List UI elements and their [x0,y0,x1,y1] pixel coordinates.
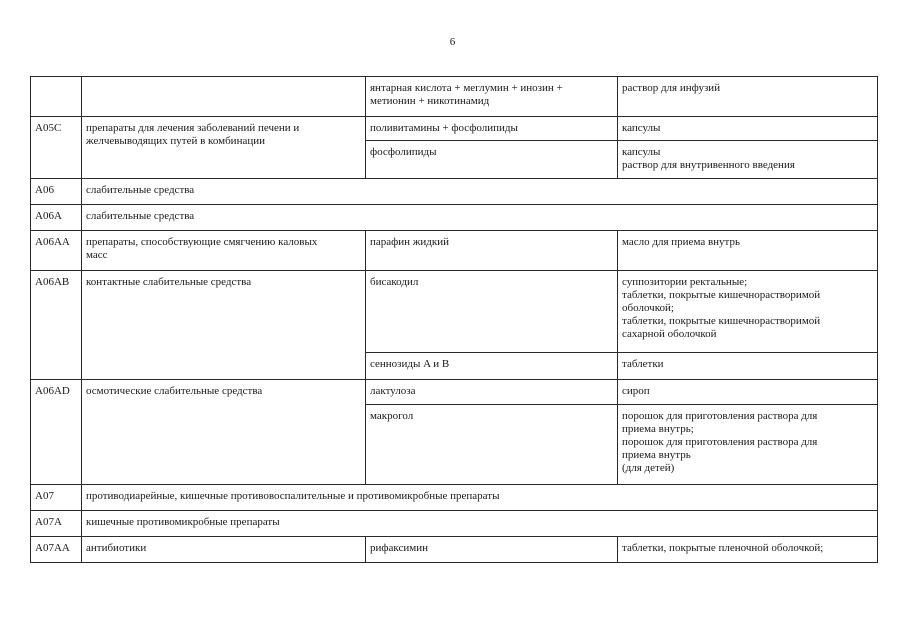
group-name-cell: контактные слабительные средства [82,271,366,380]
page-number: 6 [449,36,456,48]
group-name-cell: препараты, способствующие смягчению каловых масс [82,231,366,271]
atc-code-cell [31,77,82,117]
atc-code-cell: A07AA [31,537,82,563]
group-name-cell: кишечные противомикробные препараты [82,511,878,537]
dosage-form-cell: порошок для приготовления раствора для приема внутрь; порошок для приготовления раствора для приема внутрь (для детей) [618,405,878,485]
drug-name-cell: янтарная кислота + меглумин + инозин + метионин + никотинамид [366,77,618,117]
atc-code-cell: A06AA [31,231,82,271]
table-row [31,511,878,537]
dosage-form-cell: капсулы [618,117,878,141]
drug-name-cell: лактулоза [366,380,618,405]
atc-code-cell: A06AB [31,271,82,380]
dosage-form-cell: раствор для инфузий [618,77,878,117]
table-row [31,77,878,117]
table-row [31,179,878,205]
dosage-form-cell: капсулы раствор для внутривенного введения [618,141,878,179]
group-name-cell: осмотические слабительные средства [82,380,366,485]
atc-code-cell: A06 [31,179,82,205]
drug-name-cell: макрогол [366,405,618,485]
table-row [31,380,878,405]
atc-code-cell: A06AD [31,380,82,485]
group-name-cell [82,77,366,117]
drug-name-cell: сеннозиды A и B [366,353,618,380]
group-name-cell: слабительные средства [82,179,878,205]
drug-name-cell: бисакодил [366,271,618,353]
dosage-form-cell: таблетки, покрытые пленочной оболочкой; [618,537,878,563]
group-name-cell: антибиотики [82,537,366,563]
dosage-form-cell: суппозитории ректальные; таблетки, покрытые кишечнорастворимой оболочкой; таблетки, покрытые кишечнорастворимой сахарной оболочкой [618,271,878,353]
table-row [31,117,878,141]
atc-code-cell: A07 [31,485,82,511]
table-row [31,205,878,231]
dosage-form-cell: таблетки [618,353,878,380]
group-name-cell: противодиарейные, кишечные противовоспалительные и противомикробные препараты [82,485,878,511]
table-row [31,537,878,563]
dosage-form-cell: масло для приема внутрь [618,231,878,271]
table-row [31,271,878,353]
drug-name-cell: рифаксимин [366,537,618,563]
table-row [31,231,878,271]
atc-code-cell: A06A [31,205,82,231]
dosage-form-cell: сироп [618,380,878,405]
table-row [31,485,878,511]
atc-code-cell: A07A [31,511,82,537]
drug-classification-table [30,76,878,563]
group-name-cell: препараты для лечения заболеваний печени и желчевыводящих путей в комбинации [82,117,366,179]
group-name-cell: слабительные средства [82,205,878,231]
atc-code-cell: A05C [31,117,82,179]
drug-name-cell: поливитамины + фосфолипиды [366,117,618,141]
drug-name-cell: фосфолипиды [366,141,618,179]
drug-name-cell: парафин жидкий [366,231,618,271]
